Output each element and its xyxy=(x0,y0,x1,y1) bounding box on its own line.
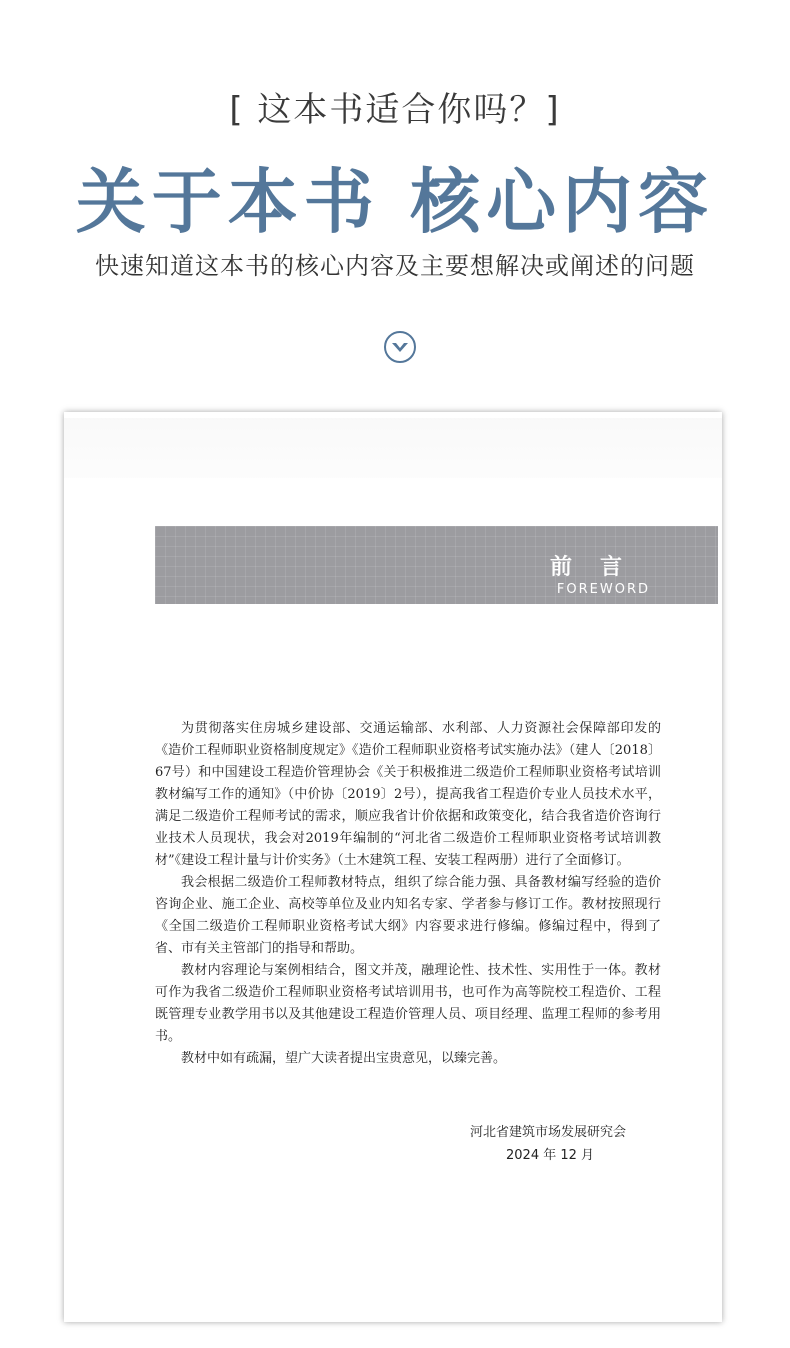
page-title: 关于本书 核心内容 xyxy=(75,160,715,243)
signature-organization: 河北省建筑市场发展研究会 xyxy=(470,1125,627,1140)
bleed-through-band xyxy=(64,418,722,478)
header-description: 快速知道这本书的核心内容及主要想解决或阐述的问题 xyxy=(95,252,695,280)
foreword-title: 前言 xyxy=(549,555,650,580)
paragraph: 教材中如有疏漏，望广大读者提出宝贵意见，以臻完善。 xyxy=(181,1051,507,1066)
foreword-title-en: FOREWORD xyxy=(556,582,650,597)
paragraph: 为贯彻落实住房城乡建设部、交通运输部、水利部、人力资源社会保障部印发的《造价工程师职业资格制度规定》《造价工程师职业资格考试实施办法》（建人〔2018〕67号）和中国建设工程造价管理协会《关于积极推进二级造价工程师职业资格考试培训教材编写工作的通知》（中价协〔2019〕2号），提高我省工程造价专业人员技术水平，满足二级造价工程师考试的需求，顺应我省计价依据和政策变化，结合我省造价咨询行业技术人员现状，我会对2019年编制的“河北省二级造价工程师职业资格考试培训教材”《建设工程计量与计价实务》（土木建筑工程、安装工程两册）进行了全面修订。 xyxy=(155,721,661,868)
foreword-banner xyxy=(155,526,718,604)
paragraph: 教材内容理论与案例相结合，图文并茂，融理论性、技术性、实用性于一体。教材可作为我省二级造价工程师职业资格考试培训用书，也可作为高等院校工程造价、工程既管理专业教学用书以及其他建设工程造价管理人员、项目经理、监理工程师的参考用书。 xyxy=(155,963,661,1044)
book-page-preview xyxy=(64,412,722,1322)
foreword-body xyxy=(155,718,661,1070)
chevron-down-circle-icon[interactable] xyxy=(383,330,417,364)
signature-date: 2024 年 12 月 xyxy=(506,1148,595,1163)
header-subtitle: [ 这本书适合你吗？] xyxy=(229,90,561,130)
paragraph: 我会根据二级造价工程师教材特点，组织了综合能力强、具备教材编写经验的造价咨询企业、施工企业、高校等单位及业内知名专家、学者参与修订工作。教材按照现行《全国二级造价工程师职业资格考试大纲》内容要求进行修编。修编过程中，得到了省、市有关主管部门的指导和帮助。 xyxy=(155,875,661,956)
